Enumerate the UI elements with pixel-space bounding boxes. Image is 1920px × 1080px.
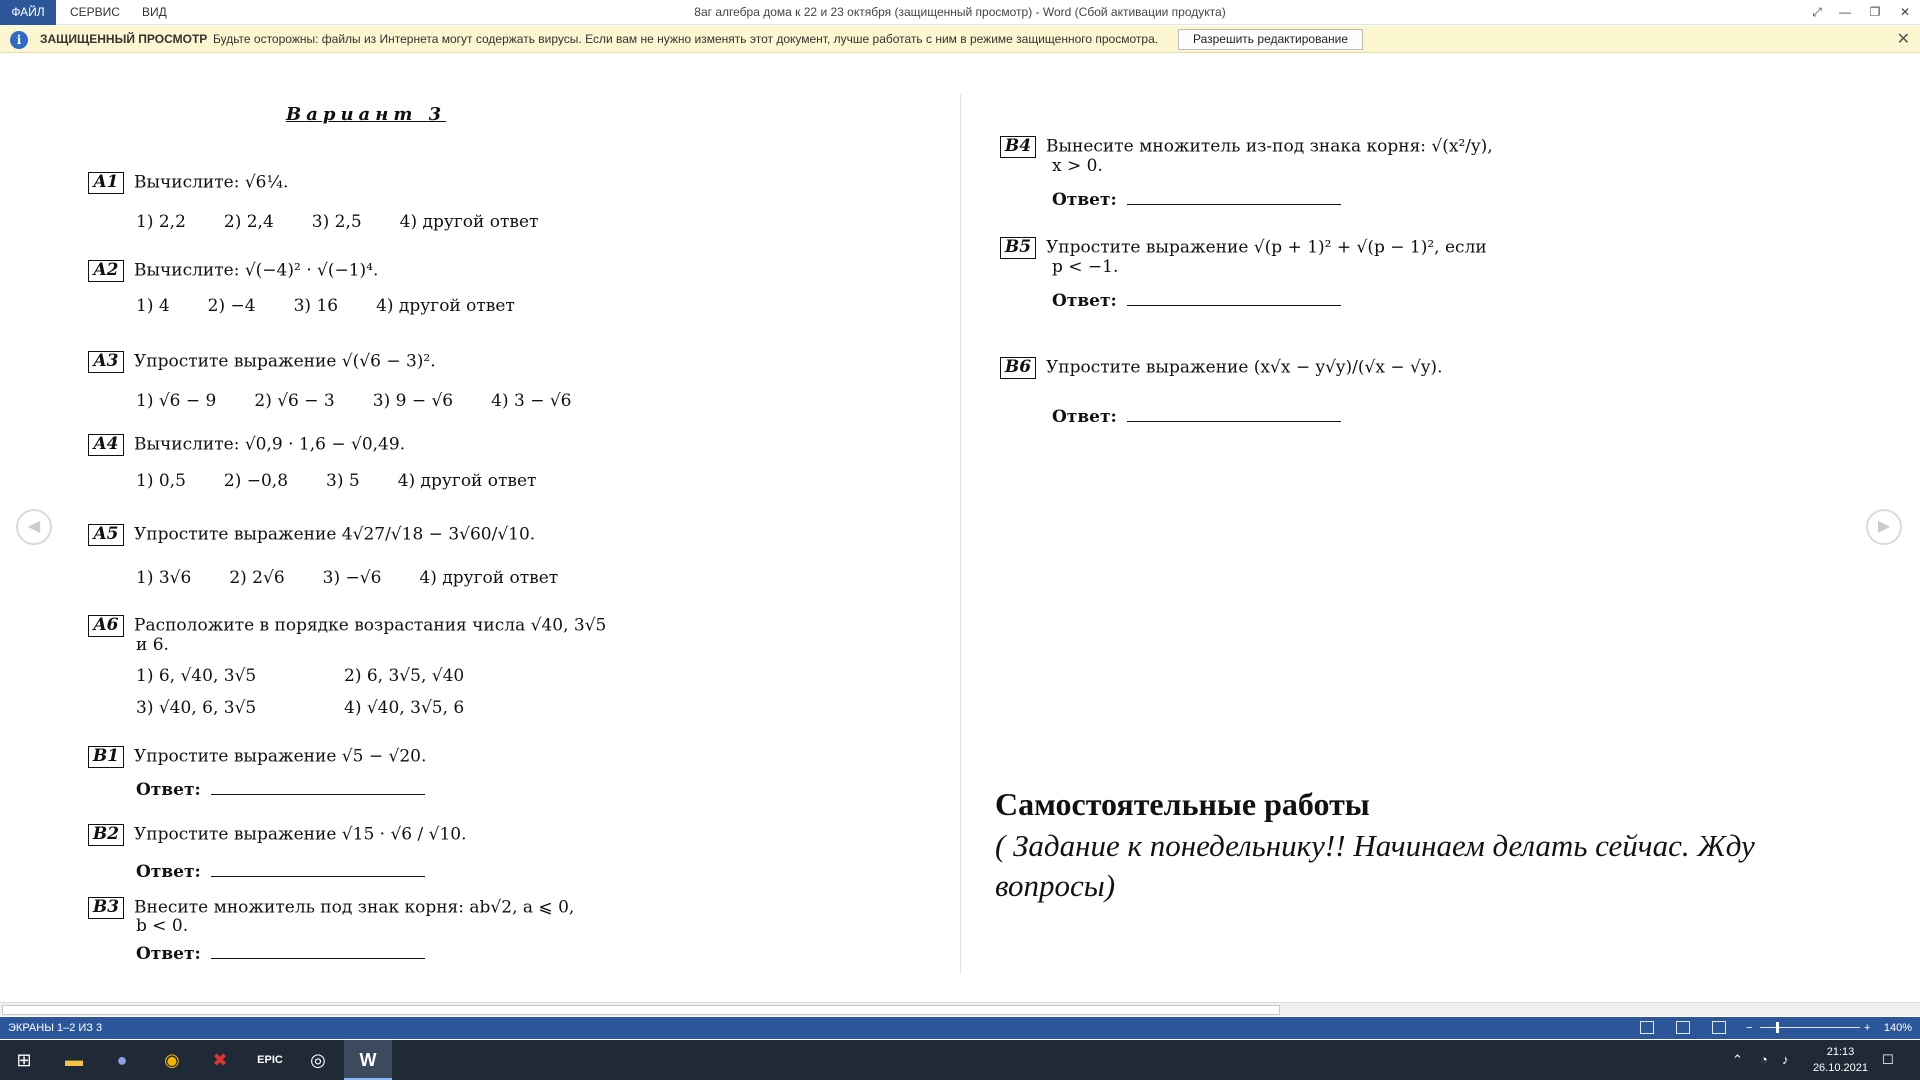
protected-view-message: Будьте осторожны: файлы из Интернета могут содержать вирусы. Если вам не нужно изменять этот документ, лучше работать с ним в режиме защищенного просмотра. <box>213 32 1159 46</box>
question-label: A3 <box>88 351 124 373</box>
question-label: B1 <box>88 746 124 768</box>
answers-a2 <box>136 296 553 316</box>
question-label: A6 <box>88 615 124 637</box>
question-a5 <box>88 524 535 546</box>
question-label: B4 <box>1000 136 1036 158</box>
assignment-heading: Самостоятельные работы <box>995 786 1370 822</box>
answer-option: 2) 6, 3√5, √40 <box>344 666 465 686</box>
answer-option: 2) 2√6 <box>229 568 285 588</box>
answer-line-b6 <box>1052 407 1341 427</box>
menu-file[interactable]: ФАЙЛ <box>0 0 56 25</box>
question-b4 <box>1000 136 1493 158</box>
taskbar <box>0 1040 1920 1080</box>
chrome-icon[interactable]: ◉ <box>164 1050 180 1070</box>
question-text: Внесите множитель под знак корня: ab√2, a ⩽ 0, <box>134 897 575 918</box>
epic-games-icon[interactable]: EPIC <box>257 1054 283 1066</box>
answers-a6-row2 <box>136 698 502 718</box>
answer-option: 4) √40, 3√5, 6 <box>344 698 465 718</box>
volume-icon[interactable]: ♪ <box>1782 1052 1789 1067</box>
answer-blank <box>211 865 425 877</box>
question-text: Вычислите: √6¼. <box>134 172 289 193</box>
start-icon[interactable]: ⊞ <box>16 1050 32 1070</box>
question-a2 <box>88 260 378 282</box>
answer-label: Ответ: <box>1052 190 1117 210</box>
question-text: Вычислите: √(−4)² · √(−1)⁴. <box>134 260 379 281</box>
answer-option: 2) 2,4 <box>223 212 274 232</box>
discord-icon[interactable]: ● <box>116 1050 128 1070</box>
assignment-note: ( Задание к понедельнику!! Начинаем делать сейчас. Жду вопросы) <box>995 828 1755 903</box>
question-b2 <box>88 824 467 846</box>
title-bar <box>0 0 1920 25</box>
menu-view[interactable]: ВИД <box>142 5 167 19</box>
horizontal-scrollbar[interactable] <box>0 1002 1920 1016</box>
restore-icon[interactable]: ❐ <box>1869 5 1881 19</box>
protected-view-bar <box>0 26 1920 53</box>
zoom-out-icon[interactable]: − <box>1746 1022 1753 1034</box>
question-label: B6 <box>1000 357 1036 379</box>
enable-editing-button[interactable]: Разрешить редактирование <box>1178 29 1363 50</box>
answer-label: Ответ: <box>136 780 201 800</box>
question-text: Упростите выражение √5 − √20. <box>134 746 427 767</box>
question-b6 <box>1000 357 1442 379</box>
answer-line-b3 <box>136 944 425 964</box>
zoom-in-icon[interactable]: + <box>1864 1022 1871 1034</box>
question-a3 <box>88 351 436 373</box>
clock-date: 26.10.2021 <box>1812 1062 1868 1074</box>
answer-option: 1) √6 − 9 <box>136 391 217 411</box>
answer-option: 2) −4 <box>207 296 256 316</box>
clock[interactable] <box>1813 1044 1868 1076</box>
question-b4-continuation: x > 0. <box>1052 156 1103 176</box>
answer-label: Ответ: <box>136 862 201 882</box>
clock-time: 21:13 <box>1826 1046 1855 1058</box>
answer-label: Ответ: <box>1052 407 1117 427</box>
window-title: 8аг алгебра дома к 22 и 23 октября (защищенный просмотр) - Word (Сбой активации продукта) <box>694 5 1226 19</box>
close-icon[interactable]: ✕ <box>1899 5 1911 19</box>
web-layout-icon[interactable] <box>1712 1021 1726 1034</box>
answer-blank <box>1127 294 1341 306</box>
question-label: B5 <box>1000 237 1036 259</box>
question-text: Вынесите множитель из-под знака корня: √(x²/y), <box>1046 136 1493 157</box>
question-text: Вычислите: √0,9 · 1,6 − √0,49. <box>134 434 406 455</box>
read-mode-icon[interactable] <box>1640 1021 1654 1034</box>
question-label: B2 <box>88 824 124 846</box>
answer-option: 1) 2,2 <box>136 212 186 232</box>
scrollbar-thumb[interactable] <box>2 1005 1280 1015</box>
question-text: Упростите выражение (x√x − y√y)/(√x − √y). <box>1046 357 1443 378</box>
question-label: A4 <box>88 434 124 456</box>
answer-option: 3) −√6 <box>322 568 382 588</box>
answer-option: 1) 4 <box>136 296 170 316</box>
document-area[interactable] <box>0 54 1920 1002</box>
question-text: Упростите выражение √15 · √6 / √10. <box>134 824 467 845</box>
app-icon[interactable]: ✖ <box>212 1050 228 1070</box>
notifications-icon[interactable]: ☐ <box>1882 1052 1894 1067</box>
answer-option: 2) √6 − 3 <box>254 391 335 411</box>
zoom-slider-thumb[interactable] <box>1776 1022 1779 1033</box>
next-page-icon[interactable]: ▶ <box>1866 509 1902 545</box>
question-text: Упростите выражение 4√27/√18 − 3√60/√10. <box>134 524 536 545</box>
answer-option: 3) 5 <box>326 471 360 491</box>
answers-a1 <box>136 212 576 232</box>
question-b5 <box>1000 237 1487 259</box>
question-label: A2 <box>88 260 124 282</box>
question-b1 <box>88 746 426 768</box>
zoom-slider[interactable] <box>1760 1027 1860 1028</box>
page-counter: ЭКРАНЫ 1–2 ИЗ 3 <box>8 1022 103 1034</box>
status-bar <box>0 1017 1920 1039</box>
question-b5-continuation: p < −1. <box>1052 257 1119 277</box>
answer-line-b1 <box>136 780 425 800</box>
answer-option: 4) другой ответ <box>376 296 515 316</box>
word-icon[interactable]: W <box>344 1040 392 1080</box>
network-icon[interactable]: ◔ <box>1760 1052 1768 1067</box>
answer-label: Ответ: <box>1052 291 1117 311</box>
answers-a5 <box>136 568 596 588</box>
answer-label: Ответ: <box>136 944 201 964</box>
question-text: Упростите выражение √(√6 − 3)². <box>134 351 436 372</box>
answer-blank <box>1127 193 1341 205</box>
question-a6 <box>88 615 606 637</box>
answer-option: 3) √40, 6, 3√5 <box>136 698 257 718</box>
answer-option: 1) 3√6 <box>136 568 192 588</box>
fullscreen-icon[interactable]: ⤢ <box>1812 5 1822 19</box>
answer-option: 2) −0,8 <box>223 471 289 491</box>
answer-line-b5 <box>1052 291 1341 311</box>
answer-option: 1) 0,5 <box>136 471 186 491</box>
answer-option: 3) 9 − √6 <box>372 391 454 411</box>
minimize-icon[interactable]: — <box>1839 5 1851 19</box>
answer-option: 4) другой ответ <box>419 568 559 588</box>
answer-option: 1) 6, √40, 3√5 <box>136 666 257 686</box>
question-a4 <box>88 434 405 456</box>
prev-page-icon[interactable]: ◀ <box>16 509 52 545</box>
question-a1 <box>88 172 288 194</box>
answer-option: 3) 2,5 <box>311 212 362 232</box>
answers-a4 <box>136 471 574 491</box>
question-text: Расположите в порядке возрастания числа √40, 3√5 <box>134 615 607 636</box>
question-label: A1 <box>88 172 124 194</box>
answer-blank <box>211 783 425 795</box>
steam-icon[interactable]: ◎ <box>310 1050 326 1070</box>
question-label: A5 <box>88 524 124 546</box>
answer-line-b2 <box>136 862 425 882</box>
protected-view-label: ЗАЩИЩЕННЫЙ ПРОСМОТР <box>40 32 208 46</box>
answer-option: 3) 16 <box>293 296 339 316</box>
info-icon: i <box>10 31 28 49</box>
page-divider <box>960 94 961 974</box>
close-bar-icon[interactable]: ✕ <box>1896 31 1910 48</box>
answer-blank <box>211 947 425 959</box>
answers-a6-row1 <box>136 666 502 686</box>
variant-title: Вариант 3 <box>286 104 447 125</box>
zoom-level[interactable]: 140% <box>1883 1022 1912 1034</box>
chevron-up-icon[interactable]: ⌃ <box>1732 1052 1743 1067</box>
question-b3-continuation: b < 0. <box>136 916 189 936</box>
print-layout-icon[interactable] <box>1676 1021 1690 1034</box>
answers-a3 <box>136 391 610 411</box>
question-label: B3 <box>88 897 124 919</box>
answer-option: 4) 3 − √6 <box>491 391 572 411</box>
question-text: Упростите выражение √(p + 1)² + √(p − 1)², если <box>1046 237 1487 258</box>
answer-option: 4) другой ответ <box>399 212 539 232</box>
menu-service[interactable]: СЕРВИС <box>70 5 120 19</box>
question-a6-continuation: и 6. <box>136 635 169 655</box>
answer-option: 4) другой ответ <box>397 471 537 491</box>
answer-blank <box>1127 410 1341 422</box>
answer-line-b4 <box>1052 190 1341 210</box>
file-explorer-icon[interactable]: ▬ <box>65 1050 83 1070</box>
